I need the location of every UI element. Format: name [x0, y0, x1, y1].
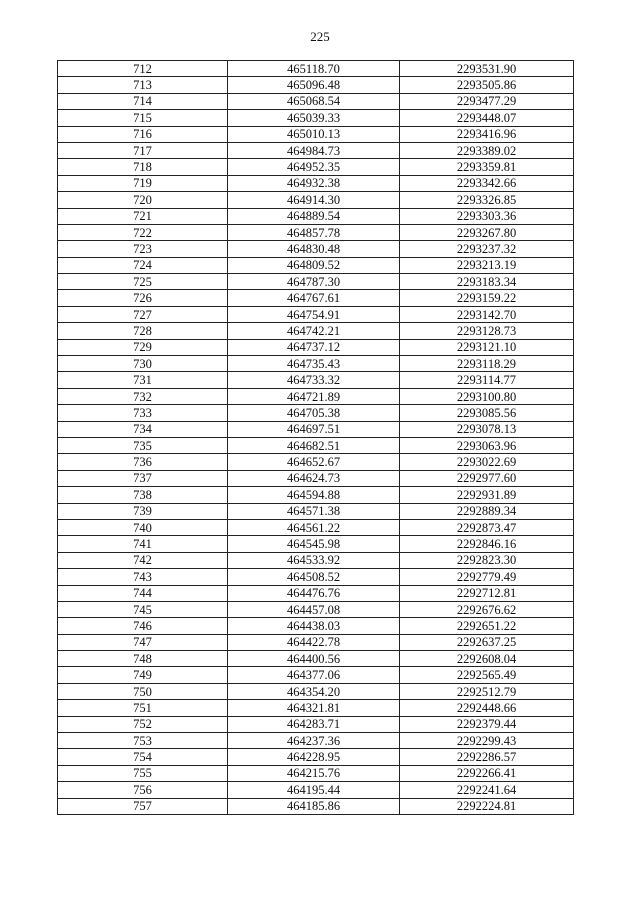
- point-number-cell: 716: [58, 126, 228, 142]
- point-number-cell: 733: [58, 405, 228, 421]
- x-coordinate-cell: 464508.52: [228, 569, 400, 585]
- x-coordinate-cell: 464857.78: [228, 224, 400, 240]
- y-coordinate-cell: 2292379.44: [400, 716, 574, 732]
- table-row: [58, 175, 574, 191]
- x-coordinate-cell: 464742.21: [228, 323, 400, 339]
- y-coordinate-cell: 2292676.62: [400, 601, 574, 617]
- y-coordinate-cell: 2293531.90: [400, 61, 574, 77]
- y-coordinate-cell: 2292712.81: [400, 585, 574, 601]
- x-coordinate-cell: 464705.38: [228, 405, 400, 421]
- y-coordinate-cell: 2292266.41: [400, 765, 574, 781]
- y-coordinate-cell: 2293100.80: [400, 388, 574, 404]
- y-coordinate-cell: 2292565.49: [400, 667, 574, 683]
- x-coordinate-cell: 464594.88: [228, 487, 400, 503]
- y-coordinate-cell: 2293159.22: [400, 290, 574, 306]
- table-row: [58, 634, 574, 650]
- point-number-cell: 712: [58, 61, 228, 77]
- y-coordinate-cell: 2292779.49: [400, 569, 574, 585]
- table-row: [58, 552, 574, 568]
- x-coordinate-cell: 464571.38: [228, 503, 400, 519]
- x-coordinate-cell: 464283.71: [228, 716, 400, 732]
- y-coordinate-cell: 2293389.02: [400, 142, 574, 158]
- y-coordinate-cell: 2293121.10: [400, 339, 574, 355]
- x-coordinate-cell: 464377.06: [228, 667, 400, 683]
- x-coordinate-cell: 464830.48: [228, 241, 400, 257]
- point-number-cell: 726: [58, 290, 228, 306]
- table-row: [58, 487, 574, 503]
- point-number-cell: 753: [58, 733, 228, 749]
- table-row: [58, 208, 574, 224]
- y-coordinate-cell: 2293359.81: [400, 159, 574, 175]
- y-coordinate-cell: 2293183.34: [400, 274, 574, 290]
- table-row: [58, 339, 574, 355]
- table-row: [58, 372, 574, 388]
- point-number-cell: 727: [58, 306, 228, 322]
- table-row: [58, 257, 574, 273]
- x-coordinate-cell: 464321.81: [228, 700, 400, 716]
- point-number-cell: 718: [58, 159, 228, 175]
- table-row: [58, 519, 574, 535]
- table-row: [58, 585, 574, 601]
- point-number-cell: 730: [58, 356, 228, 372]
- x-coordinate-cell: 464932.38: [228, 175, 400, 191]
- x-coordinate-cell: 464697.51: [228, 421, 400, 437]
- table-row: [58, 667, 574, 683]
- point-number-cell: 725: [58, 274, 228, 290]
- x-coordinate-cell: 465096.48: [228, 77, 400, 93]
- point-number-cell: 720: [58, 192, 228, 208]
- y-coordinate-cell: 2292889.34: [400, 503, 574, 519]
- x-coordinate-cell: 464400.56: [228, 651, 400, 667]
- table-row: [58, 536, 574, 552]
- point-number-cell: 721: [58, 208, 228, 224]
- point-number-cell: 739: [58, 503, 228, 519]
- coordinate-table: [57, 60, 574, 815]
- coordinate-table-body: [58, 61, 574, 815]
- point-number-cell: 737: [58, 470, 228, 486]
- point-number-cell: 724: [58, 257, 228, 273]
- x-coordinate-cell: 464545.98: [228, 536, 400, 552]
- table-row: [58, 716, 574, 732]
- point-number-cell: 750: [58, 683, 228, 699]
- y-coordinate-cell: 2293303.36: [400, 208, 574, 224]
- x-coordinate-cell: 464652.67: [228, 454, 400, 470]
- y-coordinate-cell: 2293326.85: [400, 192, 574, 208]
- table-row: [58, 77, 574, 93]
- table-row: [58, 110, 574, 126]
- x-coordinate-cell: 464237.36: [228, 733, 400, 749]
- point-number-cell: 741: [58, 536, 228, 552]
- x-coordinate-cell: 464422.78: [228, 634, 400, 650]
- x-coordinate-cell: 464185.86: [228, 798, 400, 814]
- point-number-cell: 740: [58, 519, 228, 535]
- point-number-cell: 735: [58, 437, 228, 453]
- x-coordinate-cell: 464457.08: [228, 601, 400, 617]
- point-number-cell: 745: [58, 601, 228, 617]
- x-coordinate-cell: 464682.51: [228, 437, 400, 453]
- y-coordinate-cell: 2292637.25: [400, 634, 574, 650]
- point-number-cell: 731: [58, 372, 228, 388]
- y-coordinate-cell: 2293416.96: [400, 126, 574, 142]
- y-coordinate-cell: 2292286.57: [400, 749, 574, 765]
- table-row: [58, 765, 574, 781]
- x-coordinate-cell: 464721.89: [228, 388, 400, 404]
- x-coordinate-cell: 464754.91: [228, 306, 400, 322]
- point-number-cell: 729: [58, 339, 228, 355]
- x-coordinate-cell: 464733.32: [228, 372, 400, 388]
- y-coordinate-cell: 2292651.22: [400, 618, 574, 634]
- y-coordinate-cell: 2293118.29: [400, 356, 574, 372]
- y-coordinate-cell: 2292823.30: [400, 552, 574, 568]
- x-coordinate-cell: 464914.30: [228, 192, 400, 208]
- table-row: [58, 405, 574, 421]
- point-number-cell: 748: [58, 651, 228, 667]
- table-row: [58, 159, 574, 175]
- table-row: [58, 470, 574, 486]
- table-row: [58, 683, 574, 699]
- y-coordinate-cell: 2292512.79: [400, 683, 574, 699]
- x-coordinate-cell: 464476.76: [228, 585, 400, 601]
- table-row: [58, 437, 574, 453]
- x-coordinate-cell: 464228.95: [228, 749, 400, 765]
- table-row: [58, 454, 574, 470]
- x-coordinate-cell: 464438.03: [228, 618, 400, 634]
- table-row: [58, 224, 574, 240]
- table-row: [58, 503, 574, 519]
- y-coordinate-cell: 2293237.32: [400, 241, 574, 257]
- x-coordinate-cell: 465118.70: [228, 61, 400, 77]
- x-coordinate-cell: 464354.20: [228, 683, 400, 699]
- y-coordinate-cell: 2292977.60: [400, 470, 574, 486]
- table-row: [58, 651, 574, 667]
- point-number-cell: 728: [58, 323, 228, 339]
- table-row: [58, 749, 574, 765]
- y-coordinate-cell: 2292241.64: [400, 782, 574, 798]
- point-number-cell: 738: [58, 487, 228, 503]
- x-coordinate-cell: 464889.54: [228, 208, 400, 224]
- y-coordinate-cell: 2293078.13: [400, 421, 574, 437]
- point-number-cell: 754: [58, 749, 228, 765]
- point-number-cell: 719: [58, 175, 228, 191]
- y-coordinate-cell: 2293448.07: [400, 110, 574, 126]
- point-number-cell: 751: [58, 700, 228, 716]
- point-number-cell: 734: [58, 421, 228, 437]
- table-row: [58, 356, 574, 372]
- y-coordinate-cell: 2292846.16: [400, 536, 574, 552]
- x-coordinate-cell: 464735.43: [228, 356, 400, 372]
- y-coordinate-cell: 2292931.89: [400, 487, 574, 503]
- point-number-cell: 714: [58, 93, 228, 109]
- x-coordinate-cell: 465068.54: [228, 93, 400, 109]
- table-row: [58, 388, 574, 404]
- y-coordinate-cell: 2293114.77: [400, 372, 574, 388]
- x-coordinate-cell: 464737.12: [228, 339, 400, 355]
- x-coordinate-cell: 464767.61: [228, 290, 400, 306]
- y-coordinate-cell: 2293142.70: [400, 306, 574, 322]
- y-coordinate-cell: 2292608.04: [400, 651, 574, 667]
- point-number-cell: 752: [58, 716, 228, 732]
- y-coordinate-cell: 2293477.29: [400, 93, 574, 109]
- point-number-cell: 755: [58, 765, 228, 781]
- point-number-cell: 722: [58, 224, 228, 240]
- table-row: [58, 323, 574, 339]
- x-coordinate-cell: 464561.22: [228, 519, 400, 535]
- y-coordinate-cell: 2293342.66: [400, 175, 574, 191]
- y-coordinate-cell: 2292299.43: [400, 733, 574, 749]
- table-row: [58, 782, 574, 798]
- y-coordinate-cell: 2293267.80: [400, 224, 574, 240]
- table-row: [58, 241, 574, 257]
- table-row: [58, 601, 574, 617]
- table-row: [58, 306, 574, 322]
- point-number-cell: 756: [58, 782, 228, 798]
- table-row: [58, 700, 574, 716]
- y-coordinate-cell: 2293505.86: [400, 77, 574, 93]
- point-number-cell: 715: [58, 110, 228, 126]
- x-coordinate-cell: 464984.73: [228, 142, 400, 158]
- y-coordinate-cell: 2292448.66: [400, 700, 574, 716]
- point-number-cell: 713: [58, 77, 228, 93]
- point-number-cell: 746: [58, 618, 228, 634]
- point-number-cell: 749: [58, 667, 228, 683]
- y-coordinate-cell: 2293085.56: [400, 405, 574, 421]
- table-row: [58, 126, 574, 142]
- x-coordinate-cell: 464624.73: [228, 470, 400, 486]
- table-row: [58, 618, 574, 634]
- table-row: [58, 421, 574, 437]
- table-row: [58, 733, 574, 749]
- y-coordinate-cell: 2293022.69: [400, 454, 574, 470]
- table-row: [58, 93, 574, 109]
- x-coordinate-cell: 464809.52: [228, 257, 400, 273]
- table-row: [58, 142, 574, 158]
- y-coordinate-cell: 2292873.47: [400, 519, 574, 535]
- x-coordinate-cell: 464787.30: [228, 274, 400, 290]
- point-number-cell: 743: [58, 569, 228, 585]
- x-coordinate-cell: 464195.44: [228, 782, 400, 798]
- point-number-cell: 732: [58, 388, 228, 404]
- table-row: [58, 798, 574, 814]
- y-coordinate-cell: 2292224.81: [400, 798, 574, 814]
- point-number-cell: 723: [58, 241, 228, 257]
- x-coordinate-cell: 465010.13: [228, 126, 400, 142]
- point-number-cell: 736: [58, 454, 228, 470]
- y-coordinate-cell: 2293128.73: [400, 323, 574, 339]
- table-row: [58, 61, 574, 77]
- point-number-cell: 757: [58, 798, 228, 814]
- table-row: [58, 274, 574, 290]
- table-row: [58, 569, 574, 585]
- table-row: [58, 192, 574, 208]
- x-coordinate-cell: 464533.92: [228, 552, 400, 568]
- x-coordinate-cell: 465039.33: [228, 110, 400, 126]
- point-number-cell: 744: [58, 585, 228, 601]
- table-row: [58, 290, 574, 306]
- x-coordinate-cell: 464952.35: [228, 159, 400, 175]
- point-number-cell: 742: [58, 552, 228, 568]
- y-coordinate-cell: 2293213.19: [400, 257, 574, 273]
- x-coordinate-cell: 464215.76: [228, 765, 400, 781]
- point-number-cell: 717: [58, 142, 228, 158]
- page-number: 225: [310, 29, 330, 44]
- point-number-cell: 747: [58, 634, 228, 650]
- y-coordinate-cell: 2293063.96: [400, 437, 574, 453]
